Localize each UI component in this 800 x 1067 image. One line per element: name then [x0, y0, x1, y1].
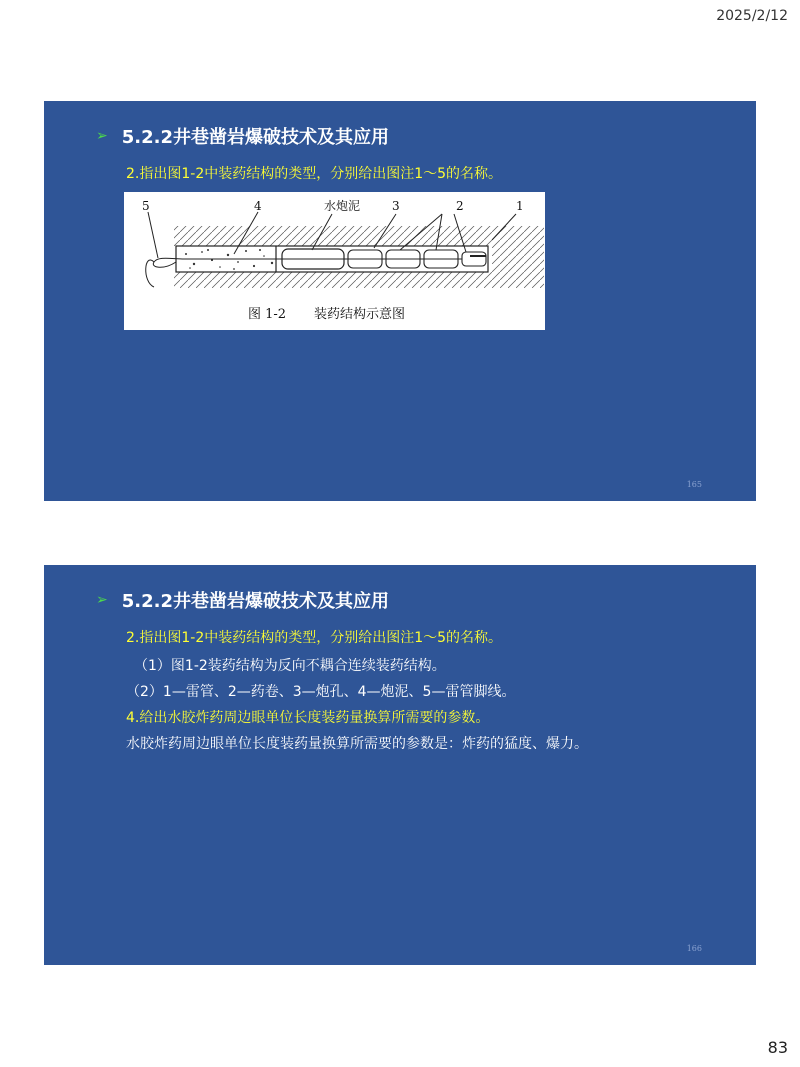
rock-top	[174, 226, 544, 246]
label-water-stemming: 水炮泥	[324, 199, 361, 213]
slide-title	[96, 587, 389, 613]
charge-structure-figure	[124, 192, 545, 330]
figure-caption-number: 图 1-2	[248, 307, 287, 322]
slide-title-text: 5.2.2井巷凿岩爆破技术及其应用	[121, 591, 389, 612]
answer-block	[82, 653, 622, 757]
slide-number: 165	[686, 480, 702, 489]
slide-2	[44, 565, 756, 965]
question-text: 2.指出图1-2中装药结构的类型，分别给出图注1～5的名称。	[126, 166, 503, 182]
question-4: 4.给出水胶炸药周边眼单位长度装药量换算所需要的参数。	[126, 710, 490, 726]
rock-end	[492, 246, 544, 272]
label-1: 1	[516, 199, 524, 213]
detonator	[462, 252, 486, 266]
rock-bottom	[174, 272, 544, 288]
label-2: 2	[456, 199, 464, 213]
question-text: 2.指出图1-2中装药结构的类型，分别给出图注1～5的名称。	[126, 630, 503, 646]
slide-title	[96, 123, 389, 149]
arrow-right-icon: ➢	[96, 128, 108, 144]
answer-line-1: （1）图1-2装药结构为反向不耦合连续装药结构。	[134, 658, 446, 674]
answer-line-2: （2）1—雷管、2—药卷、3—炮孔、4—炮泥、5—雷管脚线。	[126, 684, 516, 700]
label-3: 3	[392, 199, 400, 213]
slide-1	[44, 101, 756, 501]
charge-structure-diagram	[124, 192, 545, 330]
arrow-right-icon: ➢	[96, 592, 108, 608]
slide-title-text: 5.2.2井巷凿岩爆破技术及其应用	[121, 127, 389, 148]
slide-number: 166	[686, 944, 702, 953]
answer-line-3: 水胶炸药周边眼单位长度装药量换算所需要的参数是：炸药的猛度、爆力。	[126, 736, 588, 752]
label-4: 4	[254, 199, 262, 213]
figure-caption-text: 装药结构示意图	[314, 307, 406, 322]
page-number: 83	[767, 1038, 788, 1057]
label-5: 5	[142, 199, 150, 213]
page-date: 2025/2/12	[716, 8, 788, 24]
